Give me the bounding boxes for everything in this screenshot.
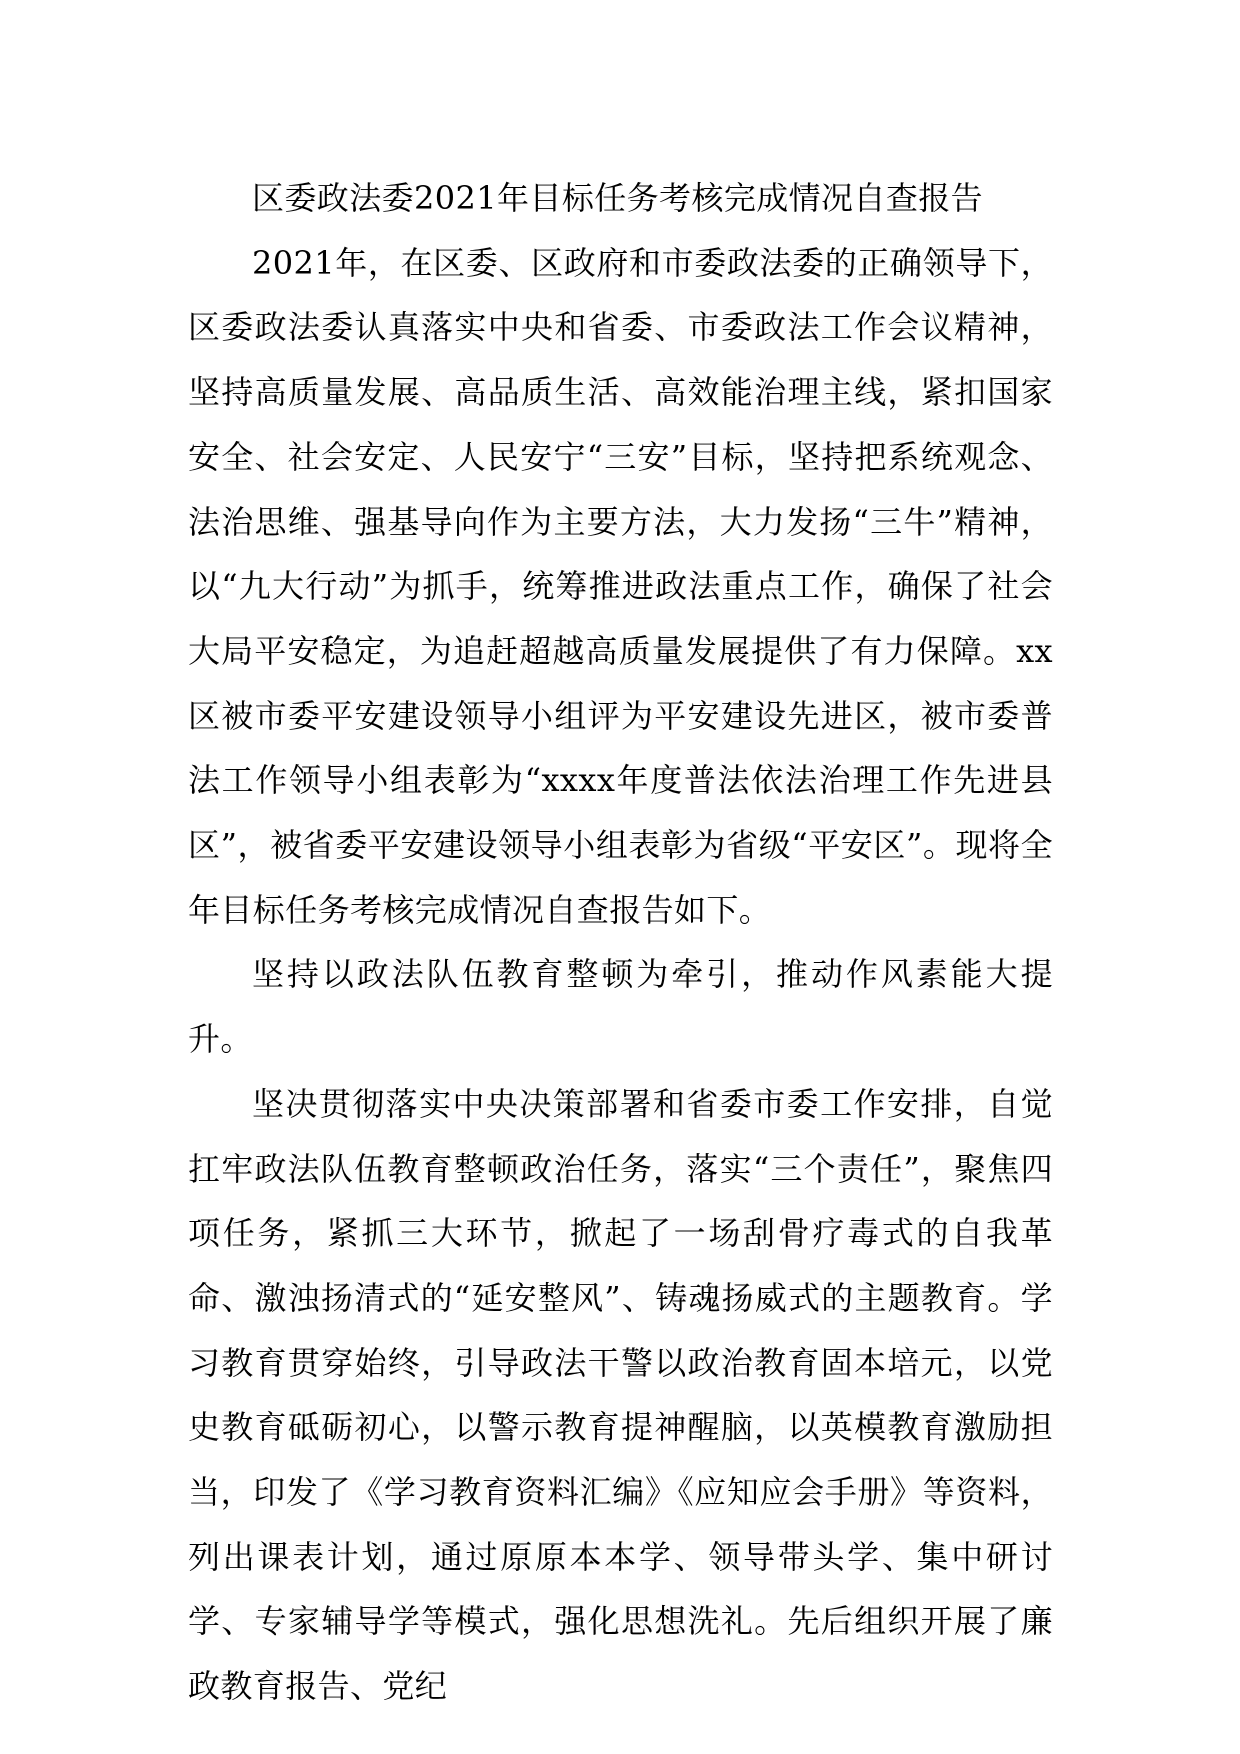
paragraph-body: 坚决贯彻落实中央决策部署和省委市委工作安排，自觉扛牢政法队伍教育整顿政治任务，落实“三个责任”，聚焦四项任务，紧抓三大环节，掀起了一场刮骨疗毒式的自我革命、激浊扬清式的“延安整风”、铸魂扬威式的主题教育。学习教育贯穿始终，引导政法干警以政治教育固本培元，以党史教育砥砺初心，以警示教育提神醒脑，以英模教育激励担当，印发了《学习教育资料汇编》《应知应会手册》等资料，列出课表计划，通过原原本本学、领导带头学、集中研讨学、专家辅导学等模式，强化思想洗礼。先后组织开展了廉政教育报告、党纪	[188, 1084, 1053, 1706]
paragraph-section-heading: 坚持以政法队伍教育整顿为牵引，推动作风素能大提升。	[188, 955, 1053, 1059]
document-body	[188, 166, 1053, 1719]
document-title: 区委政法委2021年目标任务考核完成情况自查报告	[252, 179, 984, 217]
paragraph-intro: 2021年，在区委、区政府和市委政法委的正确领导下，区委政法委认真落实中央和省委、市委政法工作会议精神，坚持高质量发展、高品质生活、高效能治理主线，紧扣国家安全、社会安定、人民安宁“三安”目标，坚持把系统观念、法治思维、强基导向作为主要方法，大力发扬“三牛”精神，以“九大行动”为抓手，统筹推进政法重点工作，确保了社会大局平安稳定，为追赶超越高质量发展提供了有力保障。xx区被市委平安建设领导小组评为平安建设先进区，被市委普法工作领导小组表彰为“xxxx年度普法依法治理工作先进县区”，被省委平安建设领导小组表彰为省级“平安区”。现将全年目标任务考核完成情况自查报告如下。	[188, 243, 1053, 929]
